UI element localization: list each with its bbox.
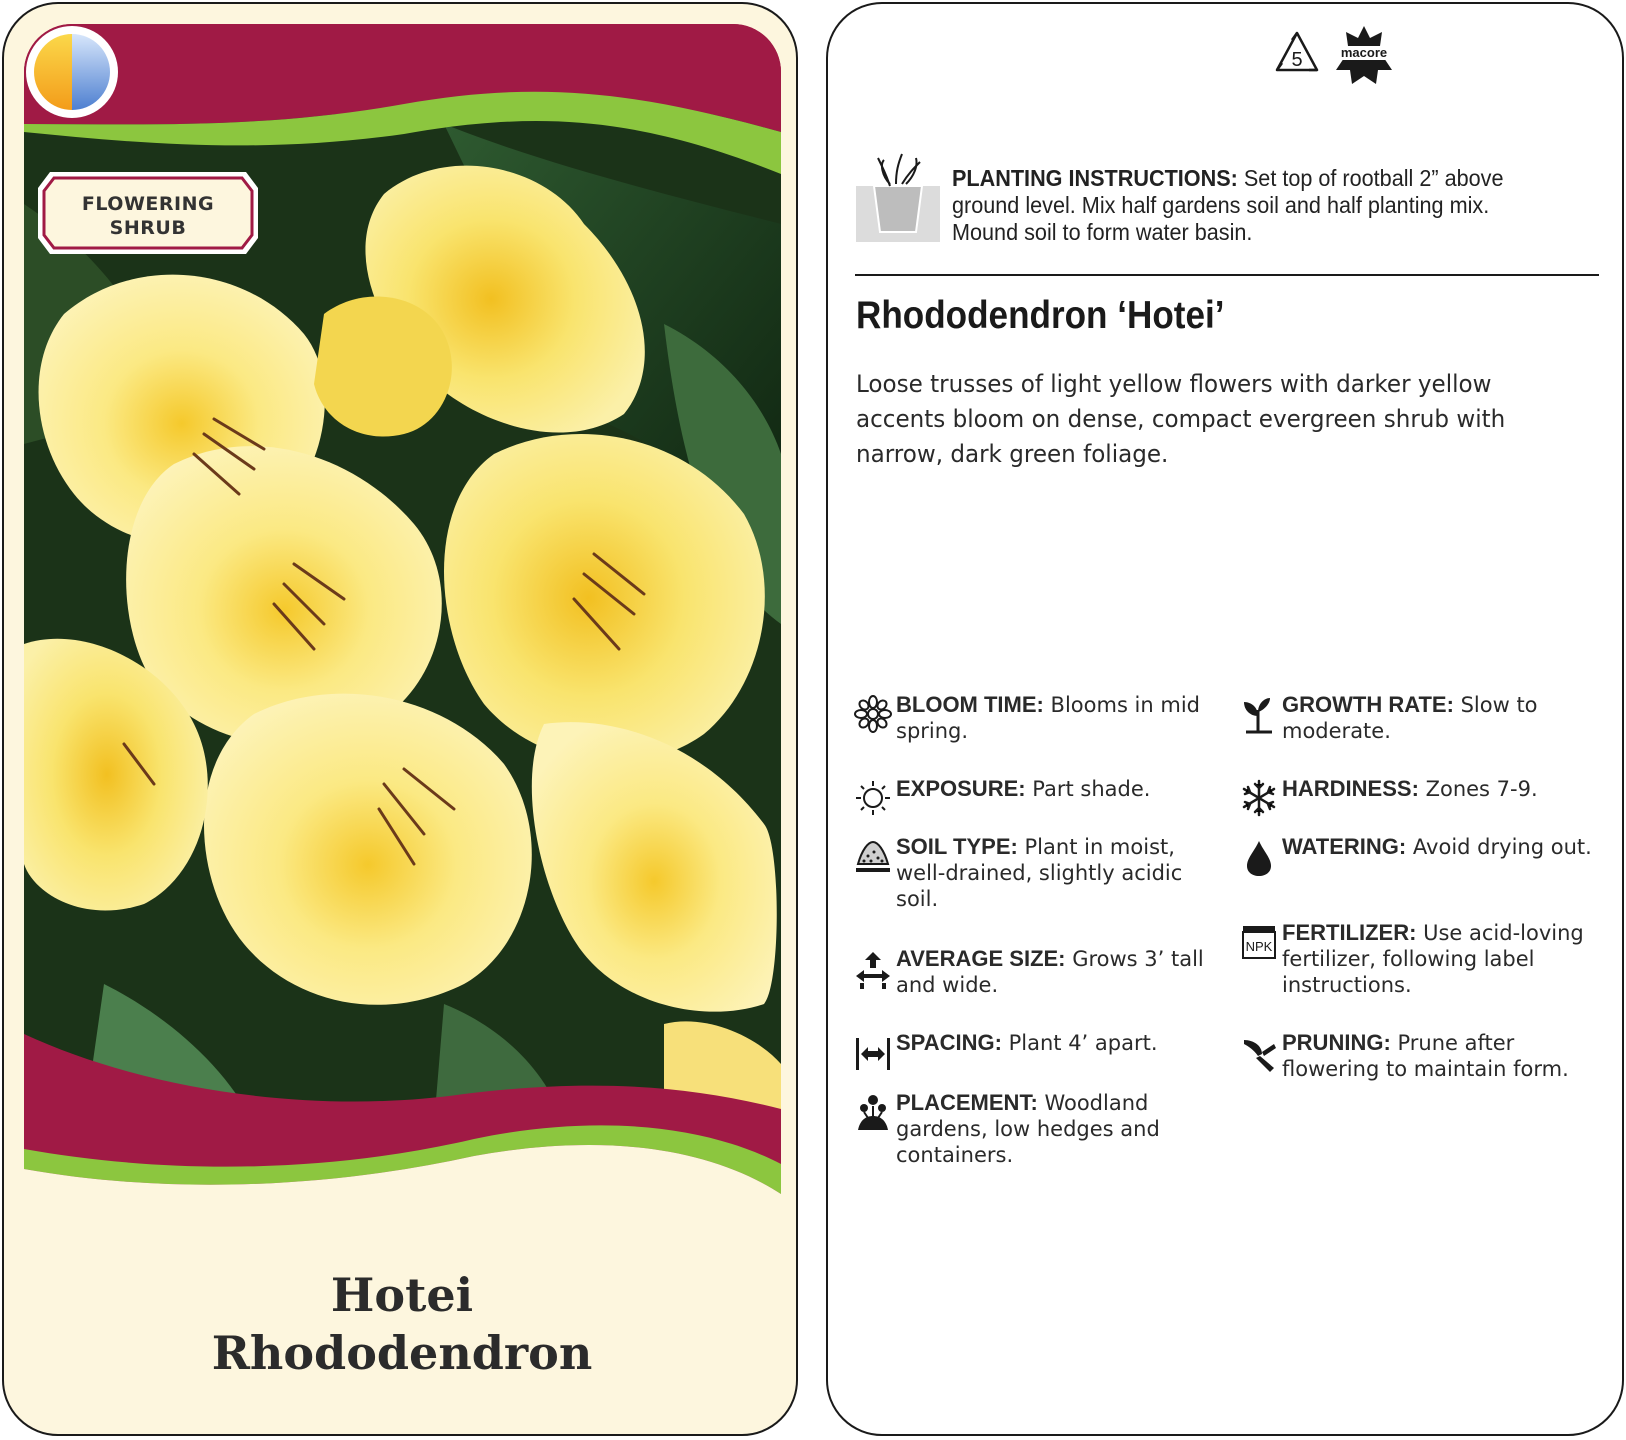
macore-logo [1330, 24, 1398, 86]
exposure-value: Part shade. [1025, 777, 1151, 801]
spacing-label: SPACING: [896, 1030, 1002, 1055]
growth-rate-value: Slow to moderate. [1282, 693, 1538, 743]
sun-icon [854, 778, 892, 818]
planting-text: Set top of rootball 2” above ground level. Mix half gardens soil and half planting mix. Mound soil to form water basin. [952, 165, 1504, 245]
recycle-icon [1272, 30, 1322, 78]
part-shade-icon [24, 24, 120, 120]
recycle-number: 5 [1291, 49, 1303, 71]
front-card [2, 2, 798, 1436]
planting-label: PLANTING INSTRUCTIONS: [952, 165, 1238, 191]
plant-common-name [4, 1266, 798, 1382]
plant-name-line-2: Rhododendron [211, 1326, 593, 1380]
pruner-icon [1240, 1034, 1278, 1074]
spacing-value: Plant 4’ apart. [1001, 1031, 1158, 1055]
soil-type-label: SOIL TYPE: [896, 834, 1018, 859]
average-size-label: AVERAGE SIZE: [896, 946, 1066, 971]
exposure-label: EXPOSURE: [896, 776, 1026, 801]
growth-icon [1240, 694, 1278, 734]
category-line-2: SHRUB [109, 217, 187, 239]
placement-label: PLACEMENT: [896, 1090, 1038, 1115]
pruning-value: Prune after flowering to maintain form. [1282, 1031, 1569, 1081]
average-size-value: Grows 3’ tall and wide. [896, 947, 1204, 997]
category-badge [36, 170, 260, 256]
planting-pot-icon [856, 150, 940, 242]
npk-icon [1240, 922, 1278, 962]
plant-description: Loose trusses of light yellow flowers with darker yellow accents bloom on dense, compact evergreen shrub with narrow, dark green foliage. [856, 370, 1506, 468]
growth-rate-label: GROWTH RATE: [1282, 692, 1454, 717]
plant-name-line-1: Hotei [330, 1268, 474, 1322]
pruning-label: PRUNING: [1282, 1030, 1391, 1055]
snowflake-icon [1240, 778, 1278, 818]
fertilizer-label: FERTILIZER: [1282, 920, 1417, 945]
soil-type-value: Plant in moist, well-drained, slightly acidic soil. [896, 835, 1183, 911]
spacing-icon [854, 1034, 892, 1074]
plant-photo-panel [24, 24, 781, 1264]
watering-value: Avoid drying out. [1406, 835, 1592, 859]
plant-botanical-name: Rhododendron ‘Hotei’ [856, 294, 1225, 337]
macore-logo-text: macore [1340, 45, 1388, 60]
watering-label: WATERING: [1282, 834, 1407, 859]
bloom-time-value: Blooms in mid spring. [896, 693, 1201, 743]
water-drop-icon [1240, 838, 1278, 878]
npk-icon-text: NPK [1245, 939, 1273, 954]
hardiness-value: Zones 7-9. [1418, 777, 1538, 801]
divider [855, 274, 1599, 276]
planting-instructions [952, 165, 1544, 246]
placement-value: Woodland gardens, low hedges and containers. [896, 1091, 1160, 1167]
fertilizer-value: Use acid-loving fertilizer, following label instructions. [1282, 921, 1584, 997]
size-icon [854, 950, 892, 990]
soil-icon [854, 836, 892, 876]
bloom-time-label: BLOOM TIME: [896, 692, 1044, 717]
placement-icon [854, 1092, 892, 1132]
hardiness-label: HARDINESS: [1282, 776, 1419, 801]
flower-icon [854, 694, 892, 734]
category-line-1: FLOWERING [81, 193, 215, 215]
